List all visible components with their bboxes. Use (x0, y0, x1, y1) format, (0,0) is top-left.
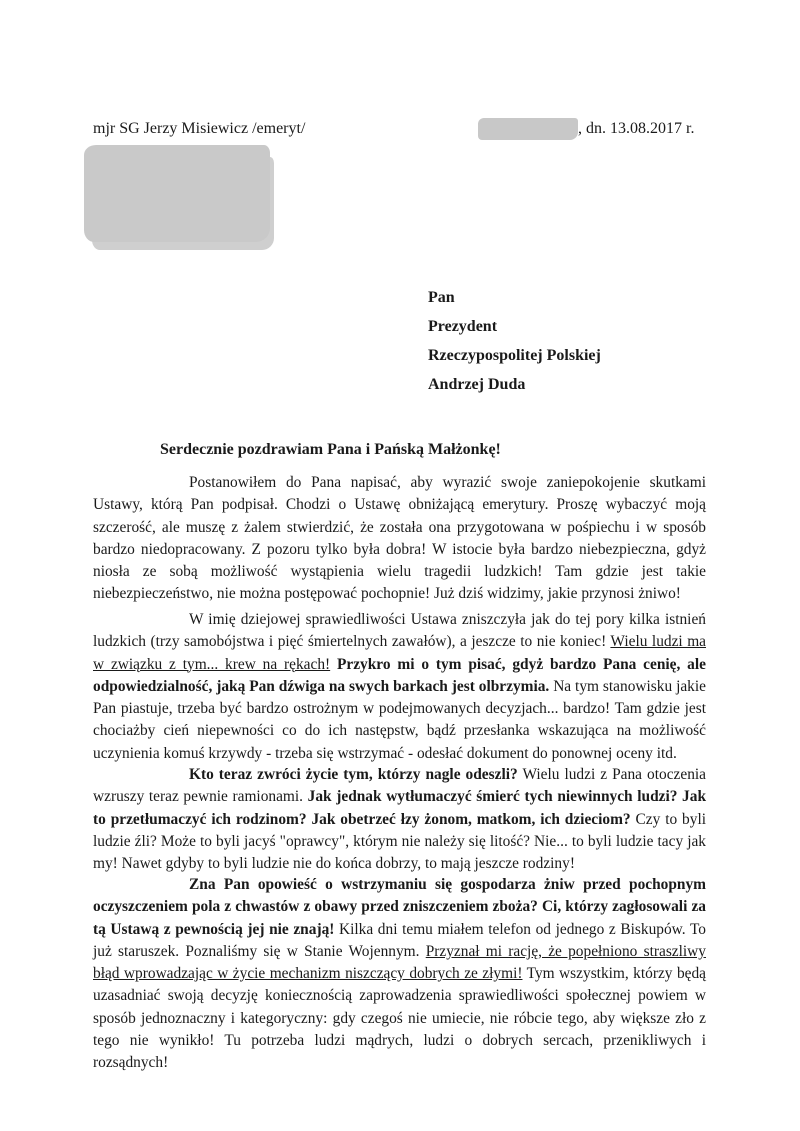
recipient-line: Andrzej Duda (428, 376, 526, 393)
paragraph-text: W imię dziejowej sprawiedliwości Ustawa zniszczyła jak do tej pory kilka istnień ludzkich (trzy samobójstwa i pięć śmiertelnych zawałów), a jeszcze to nie koniec! (93, 611, 706, 651)
bold-text: Jak jednak wytłumaczyć śmierć tych niewinnych ludzi? Jak to przetłumaczyć ich rodzinom? Jak obetrzeć łzy żonom, matkom, ich dzieciom? (93, 788, 707, 828)
place-date (478, 118, 694, 140)
bold-text: Zna Pan opowieść o wstrzymaniu się gospodarza żniw przed pochopnym oczyszczeniem pola z chwastów z obawy przed zniszczeniem zboża? Ci, którzy zagłosowali za tą Ustawą z pewnością jej nie znają! (93, 876, 706, 938)
paragraph-text: Tym wszystkim, którzy będą uzasadniać swoją decyzję koniecznością zaprowadzenia sprawiedliwości społecznej powiem w sposób jednoznaczny i kategoryczny: gdy czegoś nie umiecie, nie róbcie tego, aby większe zło z tego nie wynikło! Tu potrzeba ludzi mądrych, ludzi o dobrych sercach, przenikliwych i rozsądnych! (93, 965, 706, 1072)
recipient-block (428, 283, 601, 399)
paragraph-1 (93, 472, 706, 606)
paragraph-text: Kilka dni temu miałem telefon od jednego z Biskupów. To już staruszek. Poznaliśmy się w Stanie Wojennym. (93, 920, 706, 960)
sender-name: mjr SG Jerzy Misiewicz /emeryt/ (93, 120, 306, 137)
redacted-address (84, 145, 270, 242)
paragraph-text: Na tym stanowisku jakie Pan piastuje, trzeba być bardzo ostrożnym w podejmowanych decyzjach... bardzo! Tam gdzie jest chociażby cień niepewności co do ich następstw, bądź przesłanka wskazująca na możliwość uczynienia komuś krzywdy - trzeba się wstrzymać - odesłać dokument do ponownej oceny itd. (93, 677, 706, 762)
paragraph-text: Wielu ludzi z Pana otoczenia wzruszy teraz pewnie ramionami. (93, 766, 706, 806)
date-text: , dn. 13.08.2017 r. (578, 120, 695, 137)
greeting: Serdecznie pozdrawiam Pana i Pańską Małżonkę! (160, 441, 501, 458)
recipient-line: Rzeczypospolitej Polskiej (428, 347, 601, 364)
underlined-text: Wielu ludzi ma w związku z tym... krew na rękach! (93, 633, 706, 673)
paragraph-3 (93, 764, 706, 875)
bold-text: Przykro mi o tym pisać, gdyż bardzo Pana cenię, ale odpowiedzialność, jaką Pan dźwiga na swych barkach jest olbrzymia. (93, 655, 706, 695)
recipient-line: Pan (428, 289, 455, 306)
paragraph-text: Czy to byli ludzie źli? Może to byli jacyś "oprawcy", którym nie należy się litość? Nie... to byli ludzie tacy jak my! Nawet gdyby to byli ludzie nie do końca dobrzy, to mają jeszcze rodziny! (93, 810, 706, 873)
bold-text: Kto teraz zwróci życie tym, którzy nagle odeszli? (189, 766, 518, 783)
paragraph-2 (93, 609, 706, 765)
paragraph-text: Postanowiłem do Pana napisać, aby wyrazić swoje zaniepokojenie skutkami Ustawy, którą Pan podpisał. Chodzi o Ustawę obniżającą emerytury. Proszę wybaczyć moją szczerość, ale muszę z żalem stwierdzić, że została ona przygotowana w pośpiechu i w sposób bardzo niedopracowany. Z pozoru tylko była dobra! W istocie była bardzo niebezpieczna, gdyż niosła ze sobą możliwość wystąpienia wielu tragedii ludzkich! Tam gdzie jest takie niebezpieczeństwo, nie można postępować pochopnie! Już dziś widzimy, jakie przynosi żniwo! (93, 474, 706, 603)
underlined-text: Przyznał mi rację, że popełniono straszliwy błąd wprowadzając w życie mechanizm niszczący dobrych ze złymi! (93, 942, 706, 983)
recipient-line: Prezydent (428, 318, 498, 335)
paragraph-4 (93, 874, 706, 1075)
redacted-city (478, 118, 578, 140)
